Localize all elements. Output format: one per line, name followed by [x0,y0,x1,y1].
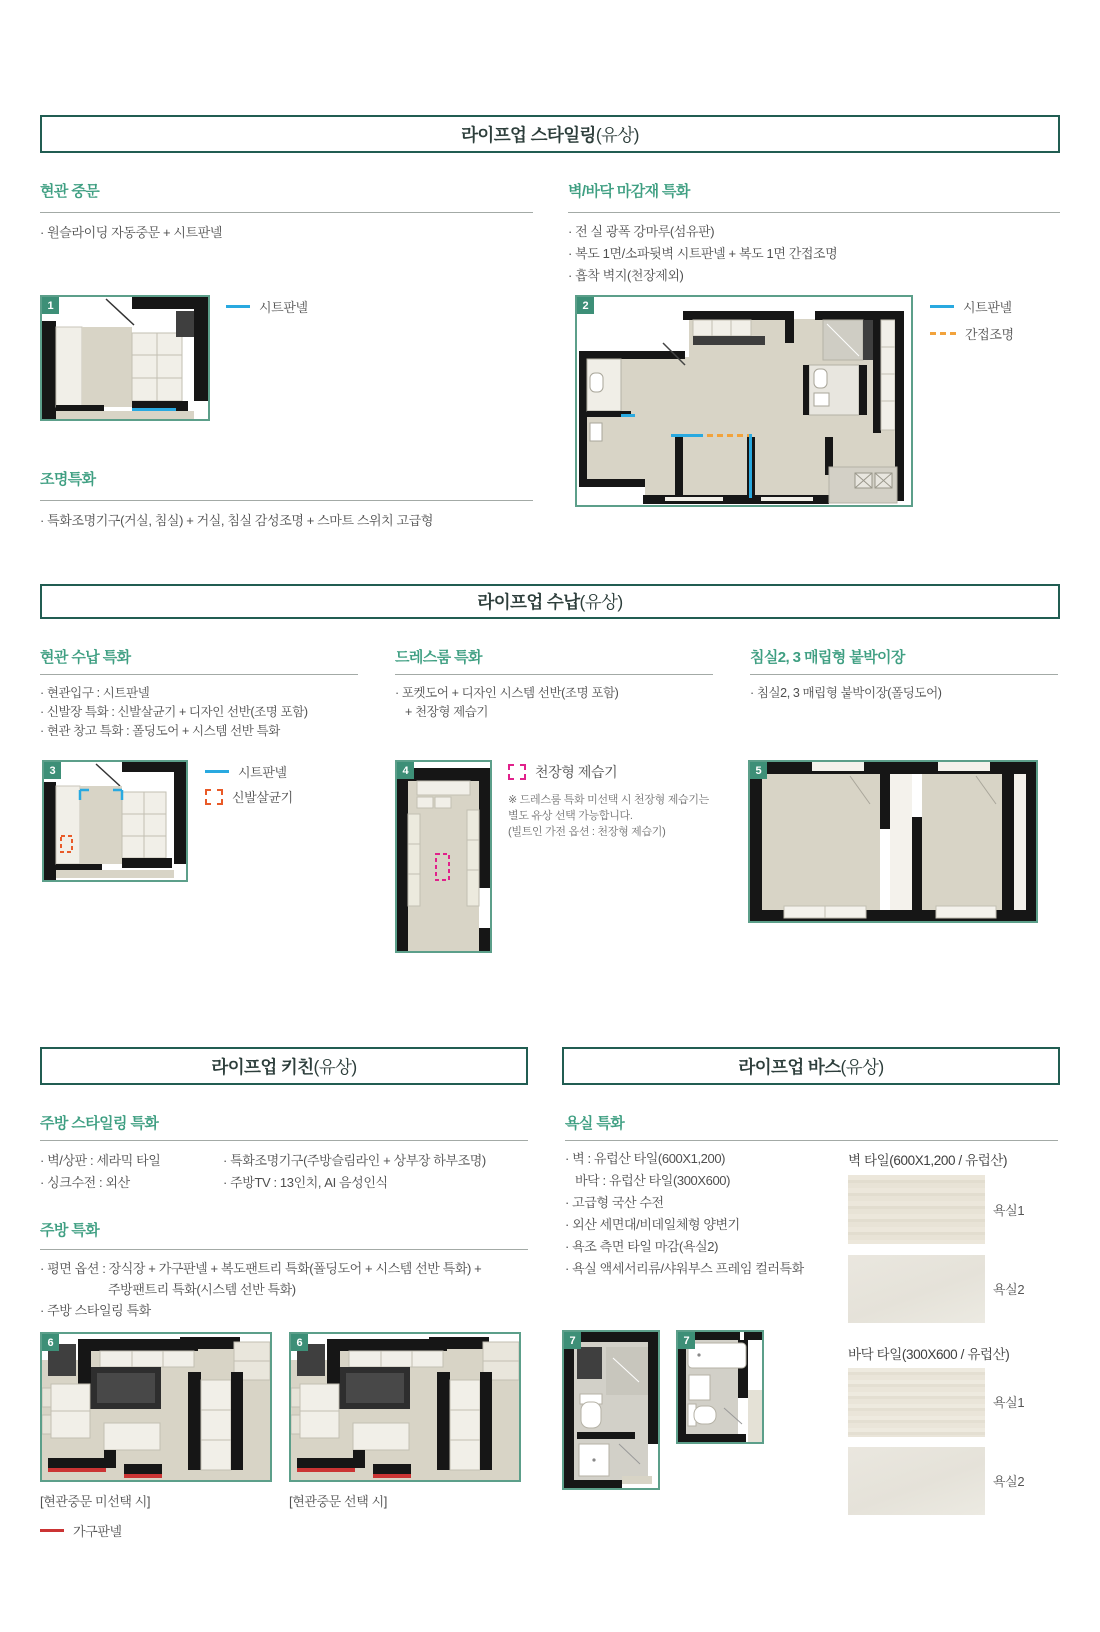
heading-rule [568,212,1060,213]
legend-sheet-panel [226,297,308,316]
bullet: · 현관입구 : 시트판넬 [40,686,150,700]
dressroom-plan-graphic [397,762,490,951]
blue-line-swatch [205,770,229,773]
pink-dashed-box-swatch [508,764,526,780]
legend-label: 시트판넬 [259,300,308,315]
wall-tile-bath2-label: 욕실2 [993,1282,1025,1297]
plan-badge: 6 [42,1334,59,1351]
plan-badge: 7 [564,1332,581,1349]
bullet: · 현관 창고 특화 : 폴딩도어 + 시스템 선반 특화 [40,724,280,738]
bullet: · 벽 : 유럽산 타일(600X1,200) [565,1151,726,1166]
heading-rule [40,500,533,501]
section-header-kitchen [40,1047,528,1085]
section-title-paren: (유상) [579,592,623,612]
wall-tile-bath1-label: 욕실1 [993,1203,1025,1218]
entrance-storage-bullets [40,684,308,741]
kitchen-plan-graphic [42,1334,270,1480]
section-title-paren: (유상) [840,1056,884,1077]
note-line: ※ 드레스룸 특화 미선택 시 천장형 제습기는 [508,794,709,806]
legend-sheet-panel [930,297,1012,316]
heading-entrance-door: 현관 중문 [40,183,100,200]
kitchen-caption-no-door: [현관중문 미선택 시] [40,1494,151,1509]
heading-bath-feature: 욕실 특화 [565,1115,625,1132]
bullet: 바닥 : 유럽산 타일(300X600) [575,1173,731,1188]
bullet: · 포켓도어 + 디자인 시스템 선반(조명 포함) [395,686,619,700]
plan-badge: 4 [397,762,414,779]
bath-feature-bullets [565,1148,804,1280]
legend-label: 시트판넬 [963,300,1012,315]
note-line: (빌트인 가전 옵션 : 천장형 제습기) [508,826,666,838]
orange-dashed-swatch [930,332,956,335]
section-title-paren: (유상) [595,124,639,145]
bullet: · 침실2, 3 매립형 붙박이장(폴딩도어) [750,686,942,700]
blue-line-swatch [930,305,954,308]
floor-plan-bathroom-1 [562,1330,660,1490]
bullet: · 주방 스타일링 특화 [40,1303,151,1318]
floor-plan-bedroom-closet [748,760,1038,923]
section-title-styling [461,122,639,147]
heading-kitchen-styling: 주방 스타일링 특화 [40,1115,159,1132]
bullet: · 특화조명기구(거실, 침실) + 거실, 침실 감성조명 + 스마트 스위치 고급형 [40,513,433,528]
bullet: · 흡착 벽지(천장제외) [568,268,684,283]
floor-tile-bath1-label: 욕실1 [993,1395,1025,1410]
floor-tile-label: 바닥 타일(300X600 / 유럽산) [848,1347,1010,1362]
legend-label: 가구판넬 [73,1524,122,1539]
bullet: · 욕실 액세서리류/샤워부스 프레임 컬러특화 [565,1261,804,1276]
plan-badge: 5 [750,762,767,779]
wall-tile-swatch-bath1 [848,1175,985,1244]
entrance-storage-plan-graphic [44,762,186,880]
legend-label: 시트판넬 [238,765,287,780]
plan-badge: 3 [44,762,61,779]
legend-label: 신발살균기 [232,790,293,805]
bullet: · 주방TV : 13인치, AI 음성인식 [223,1175,388,1190]
floor-tile-swatch-bath1 [848,1368,985,1437]
apartment-plan-graphic [577,297,911,505]
heading-rule [750,674,1058,675]
blue-line-swatch [226,305,250,308]
floor-plan-entrance-storage [42,760,188,882]
kitchen-feature-bullets [40,1258,481,1321]
legend-sheet-panel [205,762,287,781]
heading-rule [395,674,713,675]
note-line: 별도 유상 선택 가능합니다. [508,810,633,822]
bullet: · 욕조 측면 타일 마감(욕실2) [565,1239,719,1254]
bullet: · 벽/상판 : 세라믹 타일 [40,1153,161,1168]
section-header-bath [562,1047,1060,1085]
bullet: · 싱크수전 : 외산 [40,1175,130,1190]
orange-dashed-box-swatch [205,789,223,805]
heading-dressroom: 드레스룸 특화 [395,649,482,666]
heading-bedroom-closet: 침실2, 3 매립형 붙박이장 [750,649,905,666]
floor-plan-apartment [575,295,913,507]
floor-plan-dressroom [395,760,492,953]
red-line-swatch [40,1529,64,1532]
floor-tile-bath2-label: 욕실2 [993,1474,1025,1489]
section-title-main: 라이프업 키친 [211,1056,314,1077]
wall-tile-label: 벽 타일(600X1,200 / 유럽산) [848,1153,1008,1168]
bullet: 주방팬트리 특화(시스템 선반 특화) [108,1282,296,1297]
bullet: · 원슬라이딩 자동중문 + 시트판넬 [40,225,223,240]
section-title-paren: (유상) [313,1056,357,1077]
entrance-door-bullets [40,222,222,244]
legend-ceiling-dehumidifier [508,762,617,782]
bullet: · 고급형 국산 수전 [565,1195,664,1210]
legend-furniture-panel [40,1521,122,1540]
floor-plan-kitchen-with-door [289,1332,521,1482]
plan-badge: 6 [291,1334,308,1351]
kitchen-styling-bullets-left [40,1150,160,1194]
kitchen-caption-door: [현관중문 선택 시] [289,1494,387,1509]
section-title-main: 라이프업 스타일링 [461,124,596,145]
dressroom-note [508,792,709,840]
bedroom-closet-bullets [750,684,942,703]
section-title-main: 라이프업 바스 [738,1056,841,1077]
heading-rule [565,1140,1058,1141]
legend-label: 천장형 제습기 [535,764,618,780]
section-title-bath [738,1054,883,1079]
section-title-storage [477,589,622,614]
heading-rule [40,1249,528,1250]
bullet: · 신발장 특화 : 신발살균기 + 디자인 선반(조명 포함) [40,705,308,719]
heading-rule [40,1140,528,1141]
floor-plan-entrance-door [40,295,210,421]
plan-badge: 7 [678,1332,695,1349]
floor-tile-swatch-bath2 [848,1447,985,1515]
section-title-kitchen [211,1054,356,1079]
floor-plan-kitchen-without-door [40,1332,272,1482]
bullet: · 특화조명기구(주방슬림라인 + 상부장 하부조명) [223,1153,486,1168]
bullet: + 천장형 제습기 [405,705,489,719]
plan-badge: 2 [577,297,594,314]
heading-kitchen-feature: 주방 특화 [40,1222,100,1239]
wall-floor-bullets [568,221,837,287]
kitchen-plan-graphic [291,1334,519,1480]
dressroom-bullets [395,684,618,722]
lighting-bullets [40,510,433,532]
kitchen-styling-bullets-right [223,1150,486,1194]
legend-label: 간접조명 [965,327,1014,342]
heading-entrance-storage: 현관 수납 특화 [40,649,131,666]
heading-rule [40,212,533,213]
heading-wall-floor: 벽/바닥 마감재 특화 [568,183,690,200]
wall-tile-swatch-bath2 [848,1255,985,1323]
bullet: · 외산 세면대/비데일체형 양변기 [565,1217,740,1232]
plan-badge: 1 [42,297,59,314]
bedroom-closet-plan-graphic [750,762,1036,921]
bullet: · 평면 옵션 : 장식장 + 가구판넬 + 복도팬트리 특화(폴딩도어 + 시스템 선반 특화) + [40,1261,482,1276]
bullet: · 복도 1면/소파뒷벽 시트판넬 + 복도 1면 간접조명 [568,246,838,261]
section-header-styling [40,115,1060,153]
heading-rule [40,674,358,675]
legend-indirect-light [930,324,1014,343]
floor-plan-bathroom-2 [676,1330,764,1444]
bullet: · 전 실 광폭 강마루(섬유판) [568,224,715,239]
heading-lighting: 조명특화 [40,471,96,488]
section-title-main: 라이프업 수납 [477,592,580,612]
entrance-plan-graphic [42,297,208,419]
section-header-storage [40,584,1060,619]
bathroom1-plan-graphic [564,1332,658,1488]
legend-shoe-sterilizer [205,787,293,806]
